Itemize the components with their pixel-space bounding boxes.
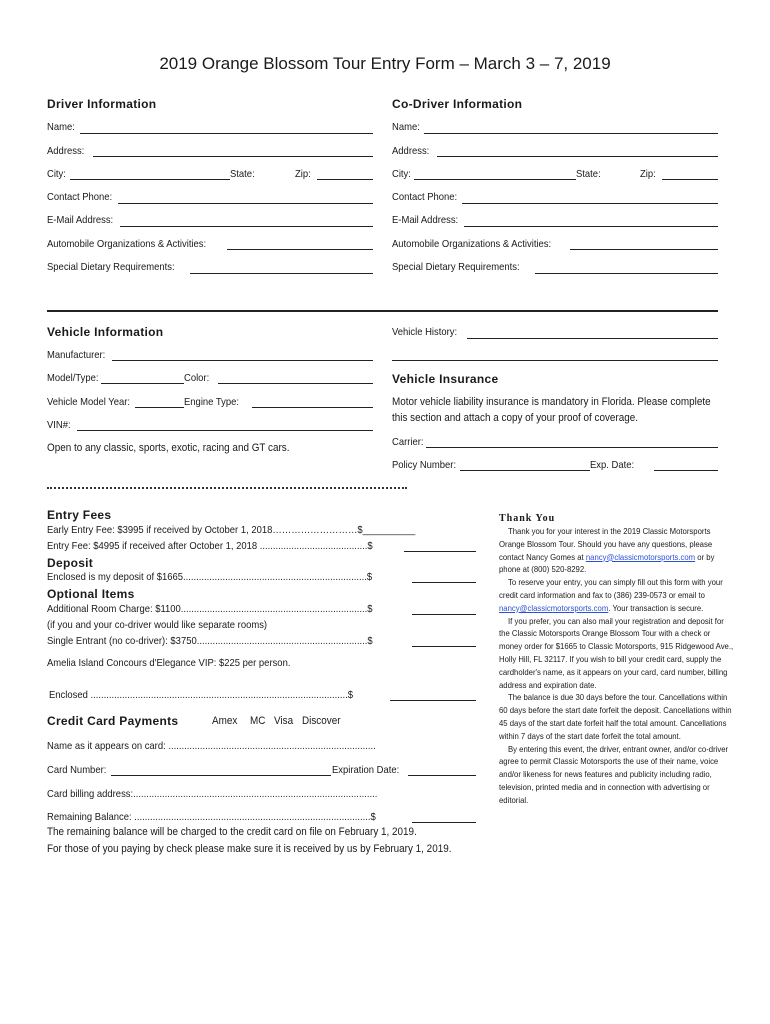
vehicle-history-field-2[interactable]	[392, 360, 718, 361]
card-number-label: Card Number:	[47, 764, 107, 776]
dotted-divider	[47, 487, 407, 489]
driver-zip-label: Zip:	[295, 168, 311, 180]
thank-you-para-5: By entering this event, the driver, entrant owner, and/or co-driver agree to permit Classic Motorsports the use of their name, voice and/or likeness for news features and publicity including radio, television, printed media and in connection with advertising or editorial.	[499, 743, 729, 805]
name-on-card-line: Name as it appears on card: ...............................................................................	[47, 740, 376, 752]
manufacturer-label: Manufacturer:	[47, 349, 106, 361]
amelia-island-line: Amelia Island Concours d'Elegance VIP: $225 per person.	[47, 657, 291, 669]
room-charge-line: Additional Room Charge: $1100.......................................................................$	[47, 603, 373, 615]
policy-field[interactable]	[460, 470, 590, 471]
vin-label: VIN#:	[47, 419, 71, 431]
driver-orgs-field[interactable]	[227, 249, 373, 250]
carrier-label: Carrier:	[392, 436, 424, 448]
driver-email-field[interactable]	[120, 226, 373, 227]
codriver-email-label: E-Mail Address:	[392, 214, 459, 226]
thank-you-para-2: To reserve your entry, you can simply fill out this form with your credit card information and fax to (386) 239-0573 or email to nancy@classicmotorsports.com. Your transaction is secure.	[499, 577, 723, 613]
vehicle-history-label: Vehicle History:	[392, 326, 458, 338]
codriver-name-field[interactable]	[424, 133, 718, 134]
remaining-balance-line: Remaining Balance: ..........................................................................................$	[47, 811, 376, 823]
driver-name-label: Name:	[47, 121, 75, 133]
driver-diet-field[interactable]	[190, 273, 373, 274]
driver-state-label: State:	[230, 168, 255, 180]
codriver-diet-field[interactable]	[535, 273, 718, 274]
color-label: Color:	[184, 372, 210, 384]
optional-items-heading: Optional Items	[47, 587, 135, 601]
room-charge-note: (if you and your co-driver would like separate rooms)	[47, 619, 268, 631]
model-year-label: Vehicle Model Year:	[47, 396, 131, 408]
exp-date-label: Exp. Date:	[590, 459, 635, 471]
entry-fees-heading: Entry Fees	[47, 508, 112, 522]
driver-address-field[interactable]	[93, 156, 373, 157]
color-field[interactable]	[218, 383, 373, 384]
codriver-orgs-label: Automobile Organizations & Activities:	[392, 238, 552, 250]
card-number-field[interactable]	[111, 775, 331, 776]
vin-field[interactable]	[77, 430, 373, 431]
vehicle-history-field[interactable]	[467, 338, 718, 339]
vehicle-heading: Vehicle Information	[47, 325, 164, 339]
driver-email-label: E-Mail Address:	[47, 214, 114, 226]
email-link[interactable]: nancy@classicmotorsports.com	[585, 551, 696, 562]
codriver-name-label: Name:	[392, 121, 420, 133]
room-charge-field[interactable]	[412, 614, 476, 615]
policy-label: Policy Number:	[392, 459, 457, 471]
deposit-line: Enclosed is my deposit of $1665......................................................................$	[47, 571, 373, 583]
codriver-address-field[interactable]	[437, 156, 718, 157]
thank-you-para-1: Thank you for your interest in the 2019 Classic Motorsports Orange Blossom Tour. Should you have any questions, please contact Nancy Gomes at nancy@classicmotorsports.com or by phone at (800) 520-8292.	[499, 526, 715, 575]
mc-option[interactable]: MC	[250, 715, 266, 727]
driver-zip-field[interactable]	[317, 179, 373, 180]
single-entrant-field[interactable]	[412, 646, 476, 647]
entry-fee: Entry Fee: $4995 if received after October 1, 2018 .........................................$	[47, 540, 373, 552]
codriver-state-label: State:	[576, 168, 601, 180]
insurance-heading: Vehicle Insurance	[392, 372, 499, 386]
codriver-city-field[interactable]	[414, 179, 576, 180]
thank-you-heading: Thank You	[499, 513, 556, 524]
billing-address-line: Card billing address:.............................................................................................	[47, 788, 378, 800]
email-link-2[interactable]: nancy@classicmotorsports.com	[499, 602, 609, 613]
section-divider	[47, 310, 718, 312]
engine-type-label: Engine Type:	[184, 396, 239, 408]
check-note: For those of you paying by check please make sure it is received by us by February 1, 2019.	[47, 843, 452, 855]
amex-option[interactable]: Amex	[212, 715, 238, 727]
driver-address-label: Address:	[47, 145, 85, 157]
page-title: 2019 Orange Blossom Tour Entry Form – March 3 – 7, 2019	[159, 54, 611, 73]
driver-heading: Driver Information	[47, 97, 157, 111]
driver-city-label: City:	[47, 168, 66, 180]
model-type-field[interactable]	[101, 383, 184, 384]
insurance-text-1: Motor vehicle liability insurance is mandatory in Florida. Please complete	[392, 396, 711, 408]
discover-option[interactable]: Discover	[302, 715, 341, 727]
codriver-city-label: City:	[392, 168, 411, 180]
driver-phone-field[interactable]	[118, 203, 373, 204]
entry-fee-field[interactable]	[404, 551, 476, 552]
codriver-zip-label: Zip:	[640, 168, 656, 180]
credit-card-heading: Credit Card Payments	[47, 714, 179, 728]
codriver-zip-field[interactable]	[662, 179, 718, 180]
codriver-heading: Co-Driver Information	[392, 97, 523, 111]
codriver-email-field[interactable]	[464, 226, 718, 227]
model-type-label: Model/Type:	[47, 372, 99, 384]
carrier-field[interactable]	[426, 447, 718, 448]
codriver-orgs-field[interactable]	[570, 249, 718, 250]
exp-date-field[interactable]	[654, 470, 718, 471]
driver-diet-label: Special Dietary Requirements:	[47, 261, 175, 273]
single-entrant-line: Single Entrant (no co-driver): $3750.................................................................$	[47, 635, 373, 647]
manufacturer-field[interactable]	[112, 360, 373, 361]
engine-type-field[interactable]	[252, 407, 373, 408]
model-year-field[interactable]	[135, 407, 184, 408]
codriver-address-label: Address:	[392, 145, 430, 157]
thank-you-para-3: If you prefer, you can also mail your registration and deposit for the Classic Motorsports Orange Blossom Tour with a check or money order for $1665 to Classic Motorsports, 915 Ridgewood Ave., Holly Hill, FL 32117. If you wish to bill your credit card, supply the cardholder's name, as it appears on your card, card number, billing address and expiration date.	[499, 615, 734, 690]
enclosed-line: Enclosed ..................................................................................................$	[49, 689, 354, 701]
remaining-balance-field[interactable]	[412, 822, 476, 823]
codriver-phone-field[interactable]	[462, 203, 718, 204]
driver-orgs-label: Automobile Organizations & Activities:	[47, 238, 207, 250]
thank-you-para-4: The balance is due 30 days before the tour. Cancellations within 60 days before the start date forfeit the deposit. Cancellations within 45 days of the start date forfeit half the total amount. Cancellations within 7 days of the start date forfeit the total amount.	[499, 692, 732, 741]
early-entry-fee: Early Entry Fee: $3995 if received by October 1, 2018………………………$__________	[47, 524, 416, 536]
driver-phone-label: Contact Phone:	[47, 191, 113, 203]
codriver-diet-label: Special Dietary Requirements:	[392, 261, 520, 273]
open-cars-note: Open to any classic, sports, exotic, racing and GT cars.	[47, 442, 290, 454]
codriver-phone-label: Contact Phone:	[392, 191, 458, 203]
expiration-field[interactable]	[408, 775, 476, 776]
insurance-text-2: this section and attach a copy of your proof of coverage.	[392, 412, 639, 424]
deposit-field[interactable]	[412, 582, 476, 583]
thank-you-text	[499, 525, 735, 807]
deposit-heading: Deposit	[47, 556, 94, 570]
driver-name-field[interactable]	[80, 133, 373, 134]
visa-option[interactable]: Visa	[274, 715, 294, 727]
enclosed-field[interactable]	[390, 700, 476, 701]
driver-city-field[interactable]	[70, 179, 230, 180]
balance-note: The remaining balance will be charged to the credit card on file on February 1, 2019.	[47, 826, 417, 838]
expiration-label: Expiration Date:	[332, 764, 400, 776]
